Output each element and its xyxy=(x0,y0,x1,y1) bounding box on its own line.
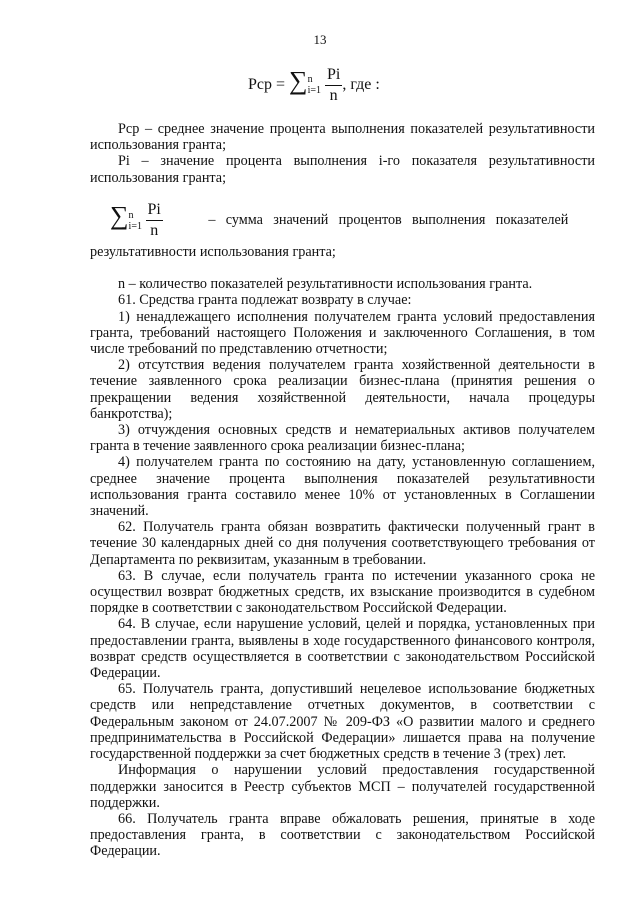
fraction-numerator: Pi xyxy=(325,67,342,86)
paragraph: 2) отсутствия ведения получателем гранта хозяйственной деятельности в течение заявленного срока реализации бизнес-плана (принятия решения о прекращении ведения хозяйственной деятельности, начала процедуры банкротства); xyxy=(90,357,595,422)
formula-average xyxy=(248,66,380,104)
sigma-limits xyxy=(308,74,321,96)
formula-equals: = xyxy=(276,76,286,93)
page-number: 13 xyxy=(313,32,327,47)
sigma-upper: n xyxy=(307,74,313,86)
paragraph: 4) получателем гранта по состоянию на дату, установленную соглашением, среднее значение процента выполнения показателей результативности использования гранта составило менее 10% от установленных в Соглашении значений. xyxy=(90,454,595,520)
sigma-lower: i=1 xyxy=(307,85,321,97)
paragraph: 63. В случае, если получатель гранта по истечении указанного срока не осуществил возврат бюджетных средств, их взыскание производится в судебном порядке в соответствии с законодательством Российской Федерации. xyxy=(90,567,595,617)
fraction xyxy=(325,67,342,104)
definition-pi: Pi – значение процента выполнения i-го показателя результативности использования гранта; xyxy=(90,153,595,186)
formula-lhs: Pср xyxy=(248,76,272,93)
formula-sum-row xyxy=(110,201,595,239)
sum-description: – сумма значений процентов выполнения показателей xyxy=(208,212,569,229)
paragraph: 1) ненадлежащего исполнения получателем гранта условий предоставления гранта, требований настоящего Положения и заключенного Соглашения, в том числе требований по представлению отчетности; xyxy=(90,308,595,358)
fraction-denominator: n xyxy=(329,86,338,104)
sigma-upper: n xyxy=(128,209,134,221)
definitions-block xyxy=(90,121,595,186)
fraction-denominator: n xyxy=(150,222,159,240)
sigma-limits xyxy=(129,210,142,232)
paragraph: 64. В случае, если нарушение условий, целей и порядка, установленных при предоставлении гранта, выявлены в ходе государственного финансового контроля, возврат средств осуществляется в соответствии с законодательством Российской Федерации. xyxy=(90,616,595,682)
paragraph: 62. Получатель гранта обязан возвратить фактически полученный грант в течение 30 календарных дней со дня получения соответствующего требования от Департамента по реквизитам, указанным в требовании. xyxy=(90,519,595,568)
paragraph: 66. Получатель гранта вправе обжаловать решения, принятые в ходе предоставления гранта, в соответствии с законодательством Российской Федерации. xyxy=(90,810,595,860)
formula-tail: , где : xyxy=(342,76,380,93)
definition-sum-continued: результативности использования гранта; xyxy=(90,244,336,260)
paragraph: Информация о нарушении условий предоставления государственной поддержки заносится в Реестр субъектов МСП – получателей государственной поддержки. xyxy=(90,762,595,811)
main-text xyxy=(90,244,595,860)
sigma-lower: i=1 xyxy=(128,220,142,232)
fraction-numerator: Pi xyxy=(146,202,163,221)
paragraph: 3) отчуждения основных средств и нематериальных активов получателем гранта в течение заявленного срока реализации бизнес-плана; xyxy=(90,422,595,455)
fraction xyxy=(146,202,163,239)
sigma-symbol: ∑ xyxy=(289,66,308,95)
paragraph: 61. Средства гранта подлежат возврату в случае: xyxy=(118,292,412,309)
definition-pcp: Pср – среднее значение процента выполнения показателей результативности использования гранта; xyxy=(90,121,595,154)
paragraph: 65. Получатель гранта, допустивший нецелевое использование бюджетных средств или непредставление отчетных документов, в соответствии с Федеральным законом от 24.07.2007 № 209-ФЗ «О развитии малого и среднего предпринимательства в Российской Федерации» лишается права на получение государственной поддержки за счет бюджетных средств в течение 3 (трех) лет. xyxy=(90,681,595,763)
paragraph: n – количество показателей результативности использования гранта. xyxy=(118,276,533,293)
sigma-symbol: ∑ xyxy=(110,201,129,230)
